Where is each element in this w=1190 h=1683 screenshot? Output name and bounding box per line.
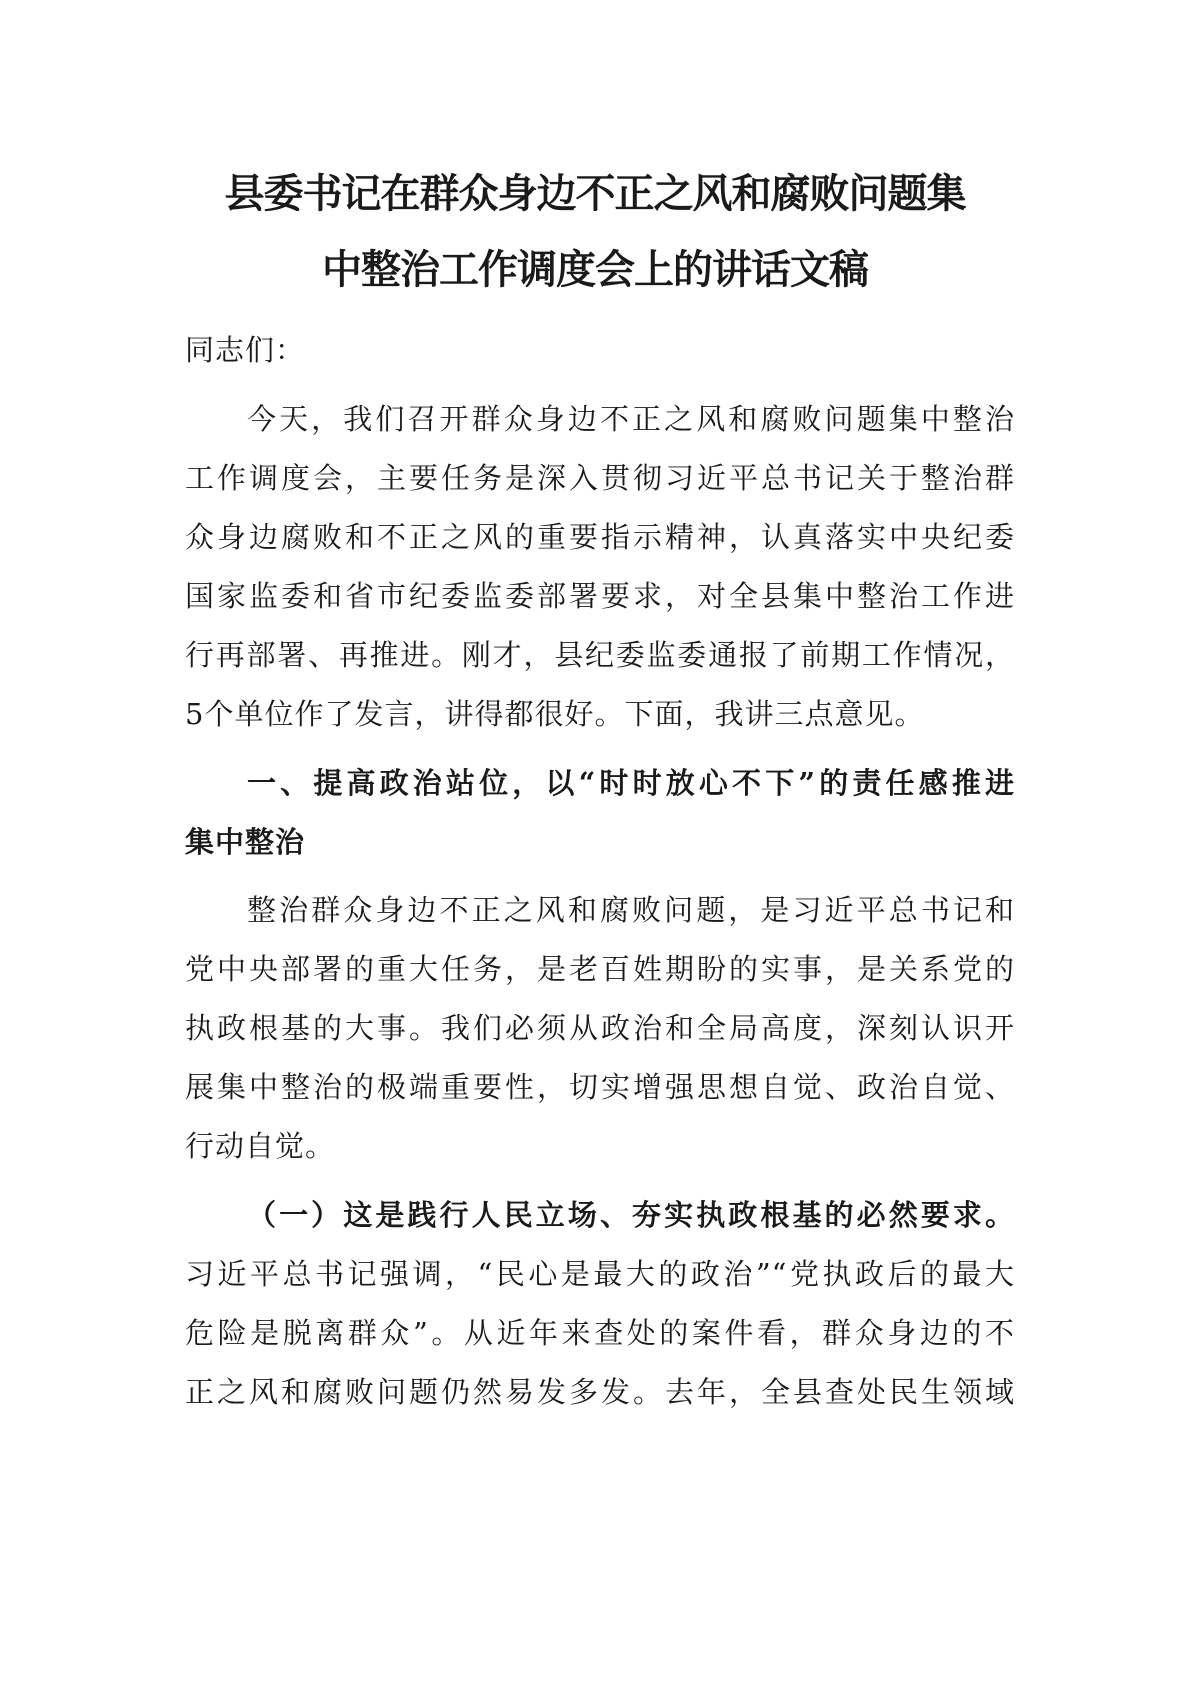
- section-1-body-line: 展集中整治的极端重要性，切实增强思想自觉、政治自觉、: [185, 1070, 1015, 1104]
- section-1-heading-line: 一、提高政治站位，以“时时放心不下”的责任感推进: [247, 766, 1015, 800]
- subsection-1-body-line: 习近平总书记强调，“民心是最大的政治”“党执政后的最大: [185, 1257, 1015, 1291]
- section-1-body-line: 行动自觉。: [185, 1129, 336, 1163]
- document-title-line-1: 县委书记在群众身边不正之风和腐败问题集: [224, 171, 966, 217]
- subsection-1-body-line: 正之风和腐败问题仍然易发多发。去年，全县查处民生领域: [185, 1375, 1015, 1409]
- section-1-body-line: 执政根基的大事。我们必须从政治和全局高度，深刻认识开: [185, 1011, 1015, 1045]
- section-1-body-line: 整治群众身边不正之风和腐败问题，是习近平总书记和: [247, 893, 1015, 927]
- intro-paragraph-line: 行再部署、再推进。刚才，县纪委监委通报了前期工作情况，: [185, 638, 1015, 672]
- section-1-body-line: 党中央部署的重大任务，是老百姓期盼的实事，是关系党的: [185, 952, 1015, 986]
- subsection-1-body-line: 危险是脱离群众”。从近年来查处的案件看，群众身边的不: [185, 1316, 1015, 1350]
- intro-paragraph-line: 国家监委和省市纪委监委部署要求，对全县集中整治工作进: [185, 579, 1015, 613]
- salutation: 同志们：: [185, 333, 306, 367]
- intro-paragraph-line: 工作调度会，主要任务是深入贯彻习近平总书记关于整治群: [185, 461, 1015, 495]
- intro-paragraph-line: 今天，我们召开群众身边不正之风和腐败问题集中整治: [247, 402, 1015, 436]
- section-1-heading-line: 集中整治: [185, 825, 306, 859]
- intro-paragraph-line: 众身边腐败和不正之风的重要指示精神，认真落实中央纪委: [185, 520, 1015, 554]
- intro-paragraph-line: 5个单位作了发言，讲得都很好。下面，我讲三点意见。: [185, 697, 925, 731]
- subsection-1-heading: （一）这是践行人民立场、夯实执政根基的必然要求。: [247, 1198, 1015, 1232]
- document-title-line-2: 中整治工作调度会上的讲话文稿: [322, 247, 868, 293]
